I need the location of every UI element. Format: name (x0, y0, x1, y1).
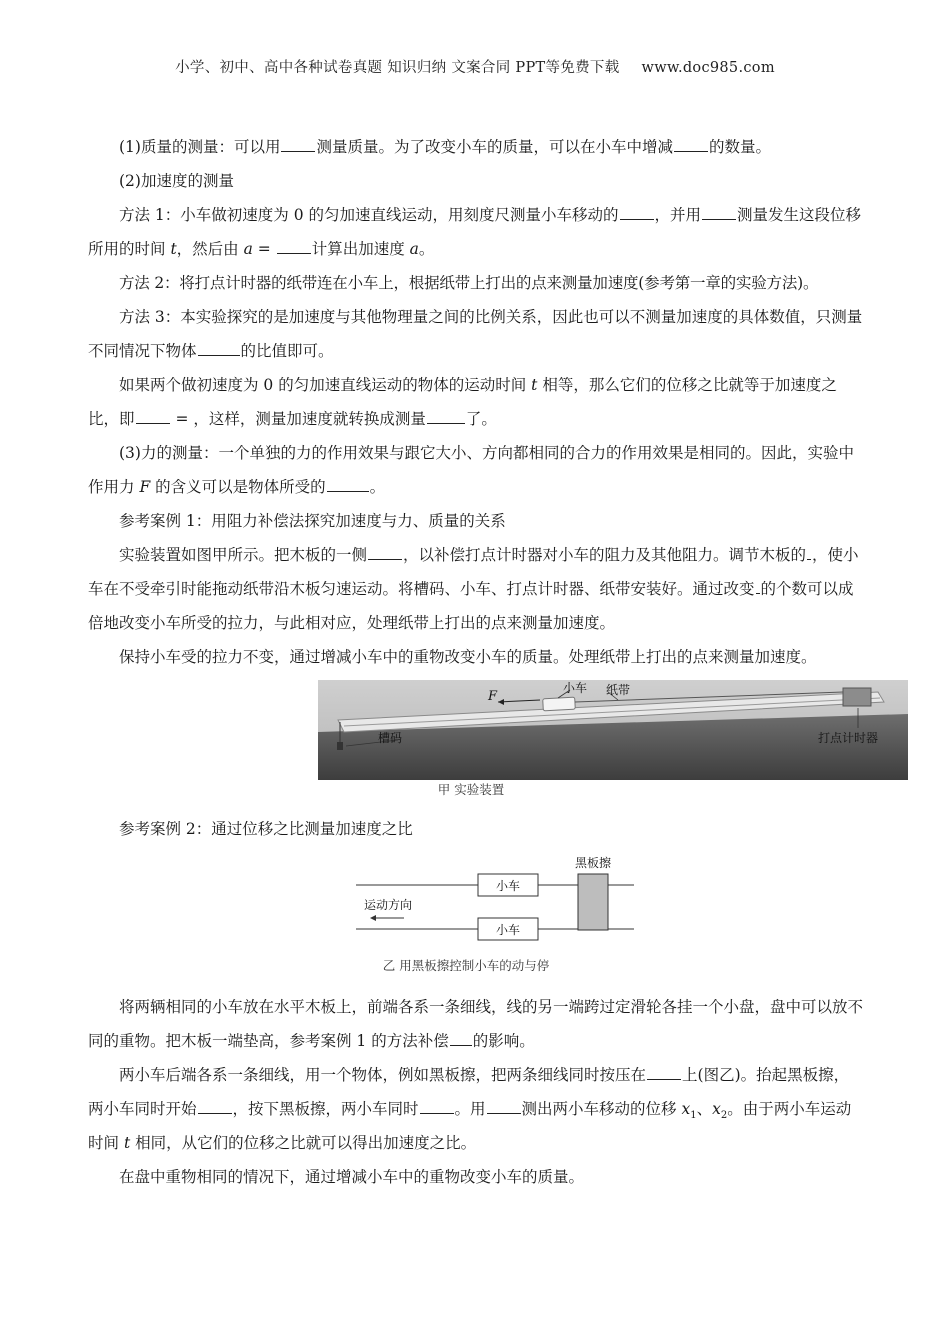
blank[interactable] (368, 541, 402, 560)
case-2-heading: 参考案例 2：通过位移之比测量加速度之比 (119, 820, 413, 838)
paragraph-force: (3)力的测量：一个单独的力的作用效果与跟它大小、方向都相同的合力的作用效果是相同的。因此，实验中作用力 F 的含义可以是物体所受的 。 (88, 444, 854, 496)
blank[interactable] (487, 1095, 521, 1114)
case-1-heading: 参考案例 1：用阻力补偿法探究加速度与力、质量的关系 (119, 512, 506, 530)
blank[interactable] (807, 541, 811, 560)
blank[interactable] (756, 575, 760, 594)
paragraph-method-3: 方法 3：本实验探究的是加速度与其他物理量之间的比例关系，因此也可以不测量加速度的具体数值，只测量不同情况下物体 的比值即可。 (88, 308, 863, 360)
label-timer: 打点计时器 (818, 731, 879, 745)
blank[interactable] (277, 235, 311, 254)
svg-text:小车: 小车 (495, 923, 521, 937)
paragraph-ratio: 如果两个做初速度为 0 的匀加速直线运动的物体的运动时间 t 相等，那么它们的位移之比就等于加速度之比，即 = ，这样，测量加速度就转换成测量 了。 (88, 376, 837, 428)
paragraph-keep-force: 保持小车受的拉力不变，通过增减小车中的重物改变小车的质量。处理纸带上打出的点来测量加速度。 (119, 648, 817, 666)
paragraph-eraser: 两小车后端各系一条细线，用一个物体，例如黑板擦，把两条细线同时按压在 上(图乙)。抬起黑板擦，两小车同时开始 ，按下黑板擦，两小车同时 。用 测出两小车移动的位移 $x_1$、$x_2$。由于两小车运动时间 t 相同，从它们的位移之比就可以得出加速度之比。 (88, 1058, 864, 1160)
figure-apparatus-photo (318, 680, 908, 780)
blank[interactable] (702, 201, 736, 220)
label-cart: 小车 (563, 681, 588, 695)
blank[interactable] (620, 201, 654, 220)
cart (543, 697, 576, 711)
blank[interactable] (674, 133, 708, 152)
blank[interactable] (420, 1095, 454, 1114)
apparatus-illustration (318, 680, 908, 780)
dot-timer (843, 688, 871, 706)
page-header (0, 56, 950, 77)
paragraph-mass: (1)质量的测量：可以用 测量质量。为了改变小车的质量，可以在小车中增减 的数量。 (88, 130, 864, 164)
label-weight: 槽码 (378, 731, 403, 745)
hanging-weight (337, 742, 343, 750)
label-tape: 纸带 (606, 683, 631, 697)
paragraph-method-2: 方法 2：将打点计时器的纸带连在小车上，根据纸带上打出的点来测量加速度(参考第一章的实验方法)。 (119, 274, 819, 292)
blackboard-eraser (578, 874, 608, 930)
document-body (88, 130, 879, 1194)
eraser-diagram (356, 852, 656, 952)
paragraph-case-1: 实验装置如图甲所示。把木板的一侧 ，以补偿打点计时器对小车的阻力及其他阻力。调节木板的 ，使小车在不受牵引时能拖动纸带沿木板匀速运动。将槽码、小车、打点计时器、纸带安装好。通过改变 的个数可以成倍地改变小车所受的拉力，与此相对应，处理纸带上打出的点来测量加速度。 (88, 538, 864, 640)
figure-caption-apparatus: 甲 实验装置 (437, 782, 505, 797)
paragraph-two-carts: 将两辆相同的小车放在水平木板上，前端各系一条细线，线的另一端跨过定滑轮各挂一个小盘，盘中可以放不同的重物。把木板一端垫高，参考案例 1 的方法补偿 的影响。 (88, 998, 864, 1050)
blank[interactable] (327, 473, 369, 492)
blank[interactable] (136, 405, 170, 424)
blank[interactable] (427, 405, 465, 424)
section-heading-acceleration: (2)加速度的测量 (119, 172, 234, 190)
label-eraser: 黑板擦 (574, 856, 612, 870)
figure-caption-eraser: 乙 用黑板擦控制小车的动与停 (382, 958, 550, 973)
figure-eraser-diagram (356, 852, 656, 952)
header-text: 小学、初中、高中各种试卷真题 知识归纳 文案合同 PPT等免费下载 (175, 60, 620, 76)
blank[interactable] (198, 1095, 232, 1114)
label-direction: 运动方向 (363, 898, 413, 912)
blank[interactable] (450, 1027, 472, 1046)
blank[interactable] (281, 133, 315, 152)
paragraph-method-1: 方法 1：小车做初速度为 0 的匀加速直线运动，用刻度尺测量小车移动的 ，并用 测量发生这段位移所用的时间 t，然后由 a = 计算出加速度 a。 (88, 198, 864, 266)
header-url[interactable]: www.doc985.com (641, 60, 775, 76)
paragraph-same-weight: 在盘中重物相同的情况下，通过增减小车中的重物改变小车的质量。 (119, 1168, 585, 1186)
label-force: F (488, 689, 498, 704)
blank[interactable] (647, 1061, 681, 1080)
svg-text:小车: 小车 (495, 879, 521, 893)
blank[interactable] (198, 337, 240, 356)
